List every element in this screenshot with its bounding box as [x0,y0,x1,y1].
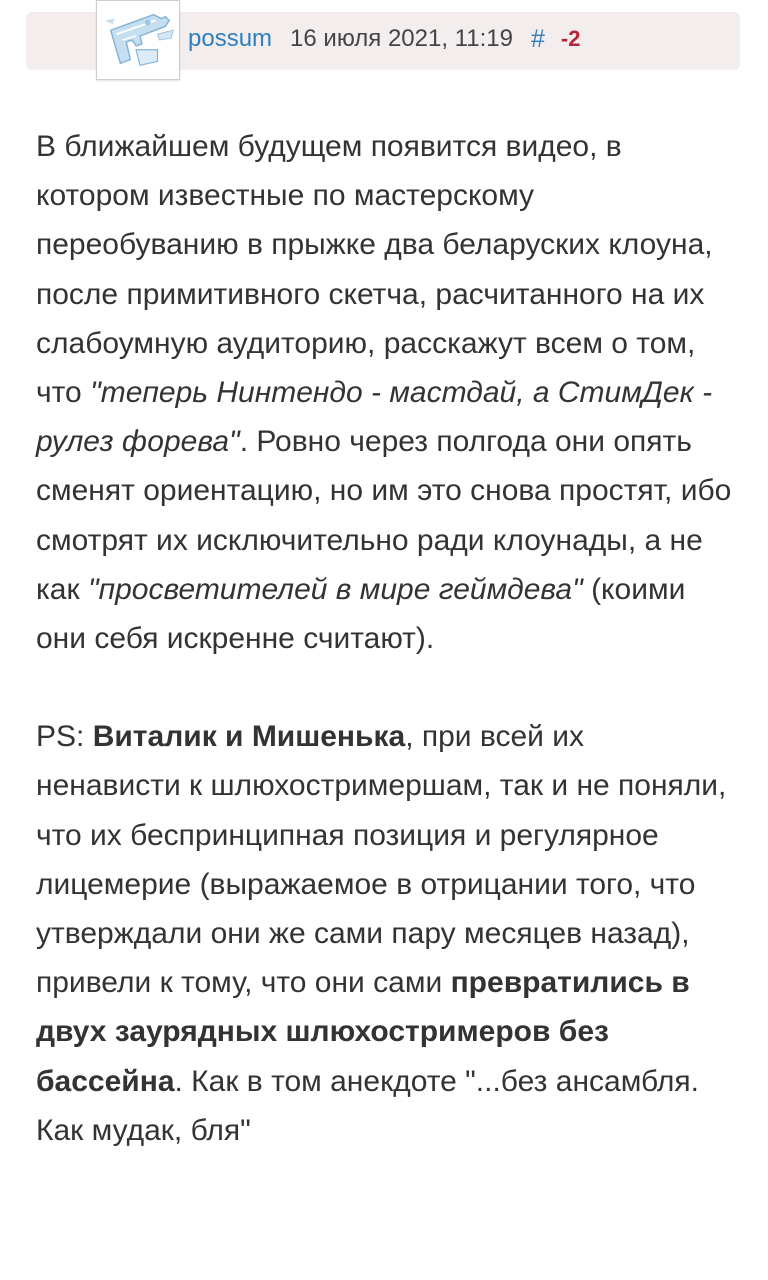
quote-2: "просветителей в мире геймдева" [87,572,583,606]
bold-emphasis: превратились в двух заурядных шлюхостримеров без бассейна [36,966,690,1098]
text-span: (коими они себя искренне считают). [36,572,686,656]
comment-rating: -2 [560,26,581,51]
comment-meta [188,22,580,56]
text-span: В ближайшем будущем появится видео, в котором известные по мастерскому переобуванию в прыжке два беларуских клоуна, после примитивного скетча, расчитанного на их слабоумную аудиторию, расскажут всем о том, что [36,130,713,410]
avatar[interactable] [96,0,180,80]
comment-paragraph-2 [36,712,736,1155]
text-span: . Как в том анекдоте "...без ансамбля. Как мудак, бля" [36,1064,699,1147]
gun-icon [97,1,179,79]
text-span: , при всей их ненависти к шлюхостримершам, так и не поняли, что их беспринципная позиция и регулярное лицемерие (выражаемое в отрицании того, что утверждали они же сами пару месяцев назад), привели к тому, что они сами [36,720,727,1000]
bold-names: Виталик и Мишенька [92,720,406,754]
comment-date: 16 июля 2021, 11:19 [290,25,513,52]
text-span: . Ровно через полгода они опять сменят ориентацию, но им это снова простят, ибо смотрят их исключительно ради клоунады, а не как [36,425,732,606]
comment-body [36,122,736,1155]
comment-paragraph-1 [36,122,736,663]
author-link[interactable]: possum [188,25,273,52]
quote-1: "теперь Нинтендо - мастдай, а СтимДек - рулез форева" [36,376,713,459]
permalink[interactable]: # [530,24,545,53]
text-span: PS: [36,720,93,754]
